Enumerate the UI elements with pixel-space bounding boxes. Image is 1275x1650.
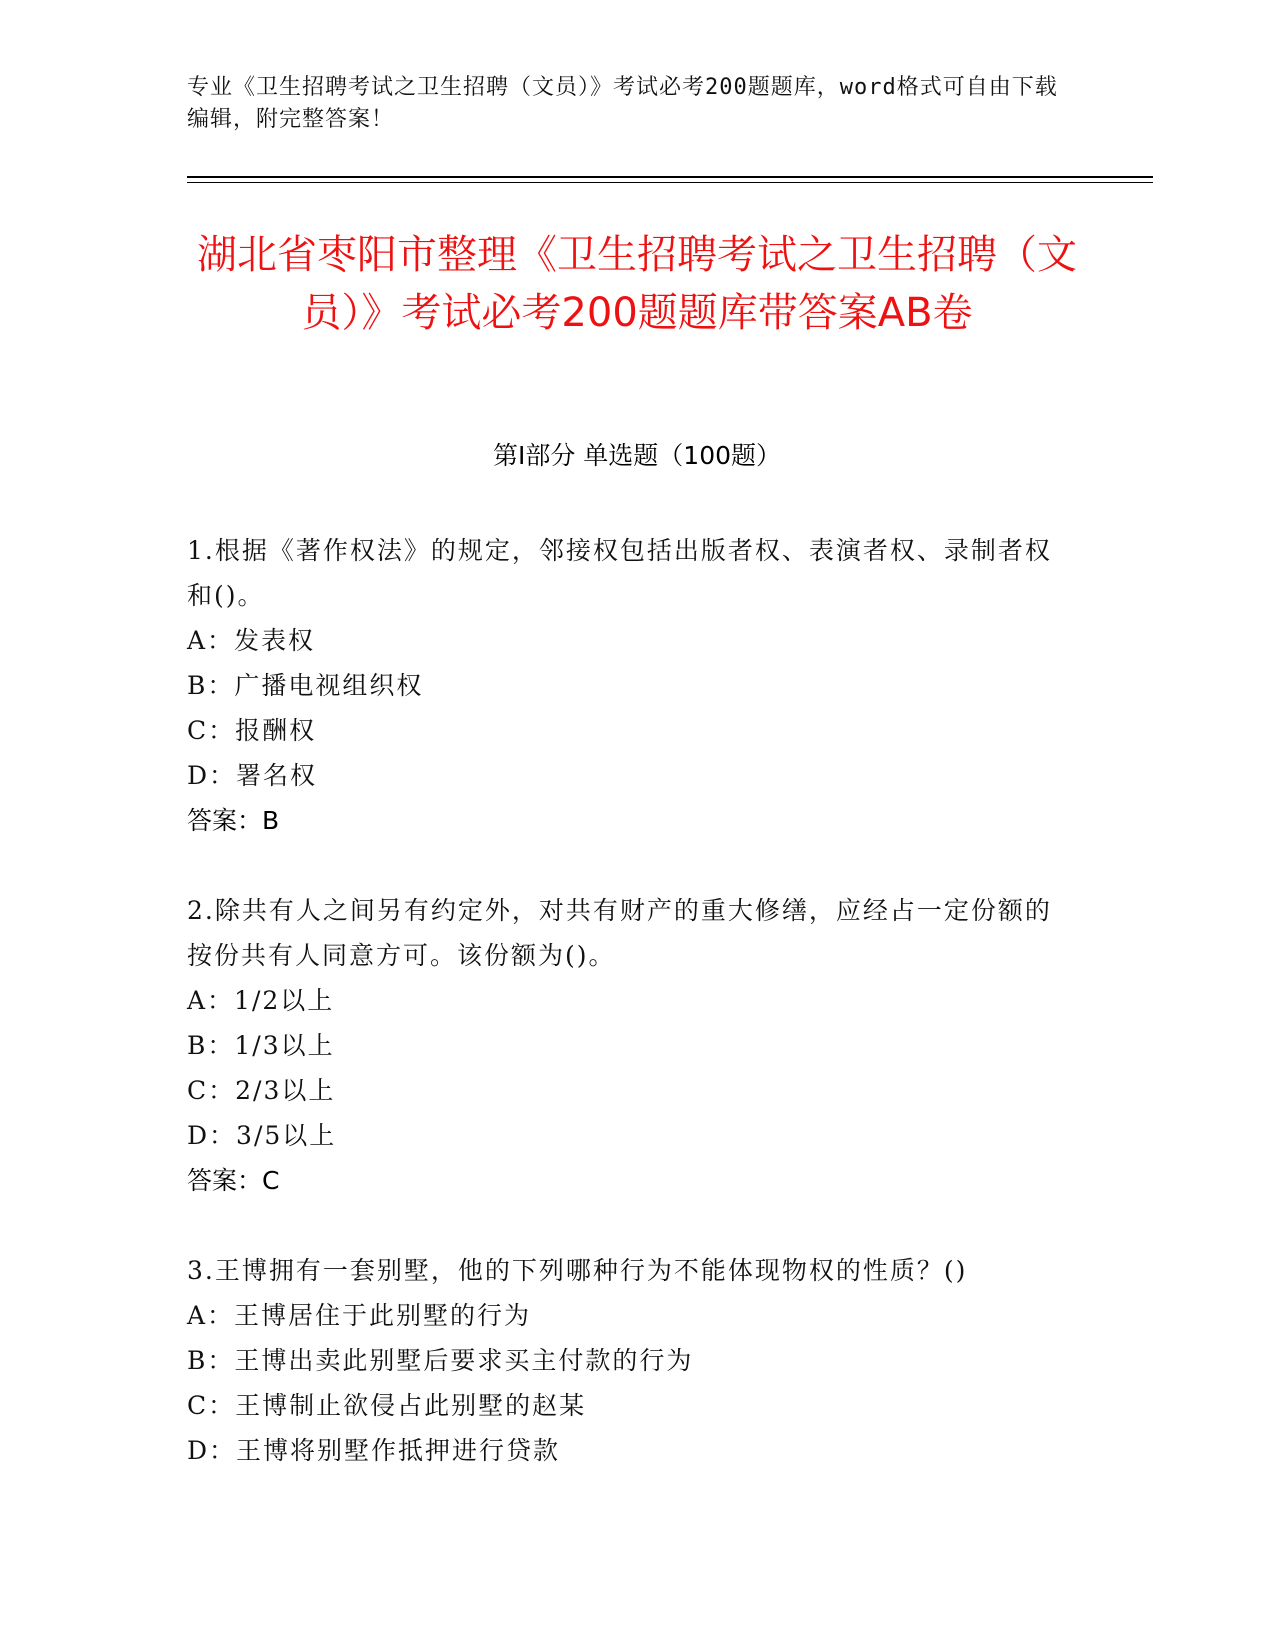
question-text: 1.根据《著作权法》的规定，邻接权包括出版者权、表演者权、录制者权和()。 xyxy=(187,536,1052,610)
option-b: B：王博出卖此别墅后要求买主付款的行为 xyxy=(187,1346,694,1375)
question-text: 2.除共有人之间另有约定外，对共有财产的重大修缮，应经占一定份额的按份共有人同意方可。该份额为()。 xyxy=(187,896,1052,970)
option-c: C：2/3以上 xyxy=(187,1076,336,1105)
option-d: D：3/5以上 xyxy=(187,1121,337,1150)
question-text: 3.王博拥有一套别墅，他的下列哪种行为不能体现物权的性质？() xyxy=(187,1256,968,1285)
header-note: 专业《卫生招聘考试之卫生招聘（文员）》考试必考200题题库，word格式可自由下载编辑，附完整答案！ xyxy=(187,75,1058,132)
option-a: A：王博居住于此别墅的行为 xyxy=(187,1301,532,1330)
option-b: B：广播电视组织权 xyxy=(187,671,424,700)
header-divider-thin xyxy=(187,182,1153,183)
question-1 xyxy=(187,528,1067,843)
option-b: B：1/3以上 xyxy=(187,1031,335,1060)
question-2 xyxy=(187,888,1067,1203)
answer: 答案：B xyxy=(187,806,280,835)
option-c: C：报酬权 xyxy=(187,716,317,745)
document-title: 湖北省枣阳市整理《卫生招聘考试之卫生招聘（文员）》考试必考200题题库带答案AB卷 xyxy=(197,232,1077,336)
option-d: D：署名权 xyxy=(187,761,318,790)
question-list xyxy=(187,528,1067,1518)
question-3 xyxy=(187,1248,1067,1473)
option-a: A：1/2以上 xyxy=(187,986,335,1015)
answer: 答案：C xyxy=(187,1166,280,1195)
option-a: A：发表权 xyxy=(187,626,316,655)
option-c: C：王博制止欲侵占此别墅的赵某 xyxy=(187,1391,587,1420)
section-title: 第Ⅰ部分 单选题（100题） xyxy=(492,441,782,470)
option-d: D：王博将别墅作抵押进行贷款 xyxy=(187,1436,561,1465)
header-divider-thick xyxy=(187,176,1153,178)
